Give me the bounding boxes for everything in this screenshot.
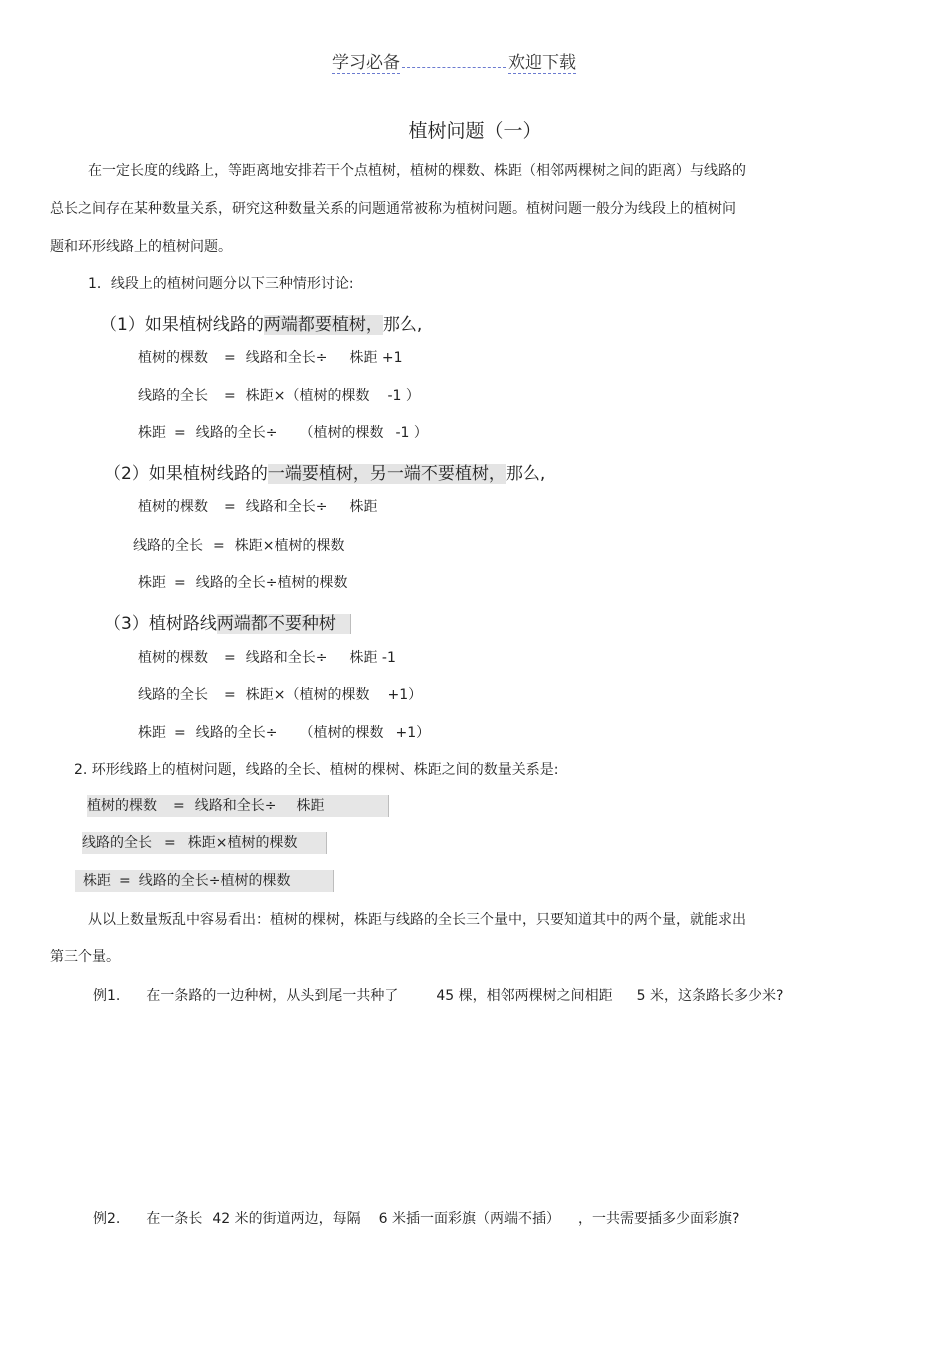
formula-term: 线路和全长÷ bbox=[245, 350, 328, 366]
formula-term: 线路的全长 bbox=[138, 687, 208, 703]
header-dash-line bbox=[402, 67, 506, 68]
formula-term: 线路的全长÷ bbox=[195, 725, 278, 741]
case1-heading-text: （1）如果植树线路的 bbox=[100, 315, 264, 335]
formula-term: 株距×（植树的棵数 bbox=[245, 687, 370, 703]
section2-heading: 2. 环形线路上的植树问题，线路的全长、植树的棵树、株距之间的数量关系是: bbox=[74, 762, 559, 778]
formula-equals: = bbox=[173, 798, 185, 814]
formula-term: 线路的全长÷植树的棵数 bbox=[195, 575, 348, 591]
example-text: 在一条长 bbox=[146, 1211, 203, 1227]
case3-formula-3 bbox=[138, 722, 430, 742]
header-left: 学习必备 bbox=[332, 53, 400, 73]
example-text: ，一共需要插多少面彩旗? bbox=[577, 1211, 740, 1227]
intro-line-1: 在一定长度的线路上，等距离地安排若干个点植树，植树的棵数、株距（相邻两棵树之间的距离）与线路的 bbox=[88, 163, 746, 179]
formula-term: 植树的棵数 bbox=[87, 798, 157, 814]
formula-equals: = bbox=[224, 388, 236, 404]
case3-heading-highlight: 两端都不要种树 bbox=[217, 614, 351, 634]
case3-heading bbox=[104, 609, 351, 634]
case3-formula-1 bbox=[138, 647, 396, 667]
formula-term: 植树的棵数 bbox=[138, 650, 208, 666]
case3-heading-text: （3）植树路线 bbox=[104, 614, 217, 634]
formula-term: 株距 bbox=[349, 499, 378, 515]
formula-term: 线路的全长 bbox=[138, 388, 208, 404]
case2-heading-text: （2）如果植树线路的 bbox=[104, 464, 268, 484]
section2-formula-2 bbox=[82, 832, 327, 854]
formula-equals: = bbox=[224, 350, 236, 366]
intro-line-2: 总长之间存在某种数量关系，研究这种数量关系的问题通常被称为植树问题。植树问题一般分为线段上的植树问 bbox=[50, 201, 736, 217]
example-label: 例1. bbox=[93, 988, 121, 1004]
formula-equals: = bbox=[224, 687, 236, 703]
formula-term: 线路和全长÷ bbox=[245, 650, 328, 666]
case2-formula-2 bbox=[133, 535, 344, 555]
case1-formula-1 bbox=[138, 347, 403, 367]
formula-equals: = bbox=[224, 650, 236, 666]
formula-term: 植树的棵数 bbox=[138, 350, 208, 366]
document-title: 植树问题（一） bbox=[408, 120, 542, 142]
formula-term: （植树的棵数 bbox=[299, 425, 384, 441]
intro-line-3: 题和环形线路上的植树问题。 bbox=[50, 239, 232, 255]
formula-term: 株距 +1 bbox=[349, 350, 403, 366]
formula-term: 株距×（植树的棵数 bbox=[245, 388, 370, 404]
formula-term: 株距×植树的棵数 bbox=[234, 538, 345, 554]
formula-term: 株距 bbox=[138, 425, 166, 441]
formula-term: 线路的全长 bbox=[82, 835, 152, 851]
case1-heading-highlight: 两端都要植树， bbox=[263, 315, 383, 335]
formula-term: （植树的棵数 bbox=[299, 725, 384, 741]
formula-term: +1） bbox=[387, 687, 423, 703]
formula-equals: = bbox=[213, 538, 225, 554]
formula-term: 线路的全长÷ bbox=[195, 425, 278, 441]
formula-term: 株距 bbox=[138, 725, 166, 741]
example-1 bbox=[93, 985, 783, 1005]
formula-term: 株距 -1 bbox=[349, 650, 396, 666]
formula-equals: = bbox=[224, 499, 236, 515]
case2-formula-3 bbox=[138, 572, 347, 592]
formula-equals: = bbox=[119, 873, 131, 889]
formula-term: 线路的全长÷植树的棵数 bbox=[138, 873, 291, 889]
case1-heading-end: 那么, bbox=[382, 315, 423, 335]
case1-formula-3 bbox=[138, 422, 428, 442]
case2-formula-1 bbox=[138, 496, 377, 516]
formula-term: 株距 bbox=[138, 575, 166, 591]
formula-equals: = bbox=[164, 835, 176, 851]
case1-heading bbox=[100, 310, 422, 335]
page-header bbox=[332, 48, 576, 73]
formula-equals: = bbox=[174, 725, 186, 741]
formula-term: -1 ） bbox=[387, 388, 420, 404]
formula-term: +1） bbox=[395, 725, 431, 741]
example-text: 45 棵，相邻两棵树之间相距 bbox=[436, 988, 613, 1004]
case1-formula-2 bbox=[138, 385, 420, 405]
example-text: 42 米的街道两边，每隔 bbox=[212, 1211, 361, 1227]
formula-equals: = bbox=[174, 575, 186, 591]
formula-term: 株距 bbox=[296, 798, 325, 814]
formula-equals: = bbox=[174, 425, 186, 441]
formula-term: 线路和全长÷ bbox=[194, 798, 277, 814]
summary-line-2: 第三个量。 bbox=[50, 949, 120, 965]
header-right: 欢迎下载 bbox=[508, 53, 576, 73]
section2-formula-3 bbox=[75, 870, 334, 892]
case2-heading-highlight: 一端要植树，另一端不要植树， bbox=[267, 464, 506, 484]
example-text: 5 米，这条路长多少米? bbox=[636, 988, 784, 1004]
formula-term: 株距 bbox=[83, 873, 111, 889]
formula-term: -1 ） bbox=[395, 425, 428, 441]
summary-line-1: 从以上数量叛乱中容易看出：植树的棵树，株距与线路的全长三个量中，只要知道其中的两个量，就能求出 bbox=[88, 912, 746, 928]
formula-term: 株距×植树的棵数 bbox=[187, 835, 298, 851]
case2-heading bbox=[104, 459, 545, 484]
formula-term: 线路的全长 bbox=[133, 538, 203, 554]
example-label: 例2. bbox=[93, 1211, 121, 1227]
example-text: 在一条路的一边种树，从头到尾一共种了 bbox=[146, 988, 399, 1004]
section2-formula-1 bbox=[87, 795, 389, 817]
formula-term: 线路和全长÷ bbox=[245, 499, 328, 515]
example-2 bbox=[93, 1208, 739, 1228]
formula-term: 植树的棵数 bbox=[138, 499, 208, 515]
section1-heading: 1．线段上的植树问题分以下三种情形讨论: bbox=[88, 276, 354, 292]
case3-formula-2 bbox=[138, 684, 422, 704]
example-text: 6 米插一面彩旗（两端不插） bbox=[378, 1211, 560, 1227]
case2-heading-end: 那么, bbox=[505, 464, 546, 484]
